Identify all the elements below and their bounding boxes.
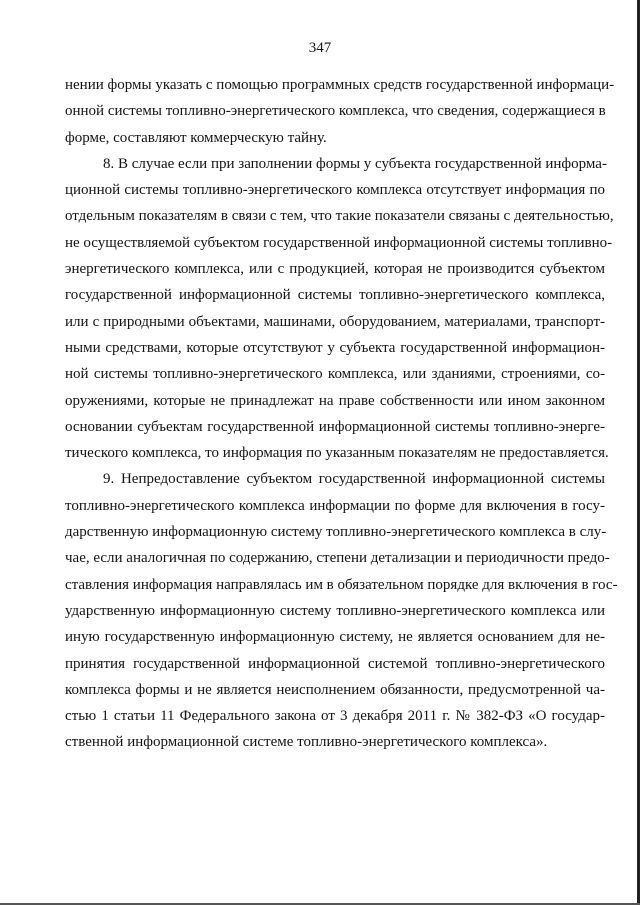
text-line: иную государственную информационную систему, не является основанием для не- bbox=[65, 629, 605, 646]
text-line: принятия государственной информационной системой топливно-энергетического bbox=[65, 655, 605, 672]
text-line: дарственную информационную систему топливно-энергетического комплекса в слу- bbox=[65, 524, 607, 541]
text-line: или с природными объектами, машинами, оборудованием, материалами, транспорт- bbox=[65, 313, 605, 330]
text-line: оружениями, которые не принадлежат на праве собственности или ином законном bbox=[65, 392, 605, 409]
text-line: форме, составляют коммерческую тайну. bbox=[65, 129, 327, 146]
text-line: государственной информационной системы топливно-энергетического комплекса, bbox=[65, 287, 605, 304]
page-number: 347 bbox=[308, 40, 332, 56]
text-line: 8. В случае если при заполнении формы у субъекта государственной информа- bbox=[103, 155, 607, 172]
paragraph-continuation bbox=[65, 72, 615, 151]
text-line: ставления информация направлялась им в обязательном порядке для включения в гос- bbox=[65, 576, 618, 593]
text-line: чае, если аналогичная по содержанию, степени детализации и периодичности предо- bbox=[65, 550, 610, 567]
text-line: энергетического комплекса, или с продукцией, которая не производится субъектом bbox=[65, 261, 605, 278]
text-line: ной системы топливно-энергетического комплекса, или зданиями, строениями, со- bbox=[65, 366, 605, 383]
paragraph-item-9 bbox=[65, 466, 618, 755]
text-line: ударственную информационную систему топливно-энергетического комплекса или bbox=[65, 602, 605, 619]
paragraph-item-8 bbox=[65, 151, 614, 467]
text-line: нении формы указать с помощью программных средств государственной информаци- bbox=[65, 77, 615, 93]
text-line: отдельным показателям в связи с тем, что такие показатели связаны с деятельностью, bbox=[65, 208, 614, 225]
text-line: онной системы топливно-энергетического комплекса, что сведения, содержащиеся в bbox=[65, 103, 606, 120]
text-line: комплекса формы и не является неисполнением обязанности, предусмотренной ча- bbox=[65, 681, 605, 698]
text-line: основании субъектам государственной информационной системы топливно-энерге- bbox=[65, 418, 605, 435]
text-line: не осуществляемой субъектом государственной информационной системы топливно- bbox=[65, 234, 613, 251]
text-line: ственной информационной системе топливно-энергетического комплекса». bbox=[65, 734, 548, 751]
text-line: топливно-энергетического комплекса информации по форме для включения в госу- bbox=[65, 497, 605, 514]
text-line: стью 1 статьи 11 Федерального закона от 3 декабря 2011 г. № 382-ФЗ «О государ- bbox=[65, 708, 605, 725]
text-line: ционной системы топливно-энергетического комплекса отсутствует информация по bbox=[65, 182, 605, 199]
text-line: тического комплекса, то информация по указанным показателям не предоставляется. bbox=[65, 445, 609, 462]
text-line: 9. Непредоставление субъектом государственной информационной системы bbox=[103, 471, 605, 488]
text-line: ными средствами, которые отсутствуют у субъекта государственной информацион- bbox=[65, 339, 605, 356]
document-body bbox=[65, 72, 618, 756]
